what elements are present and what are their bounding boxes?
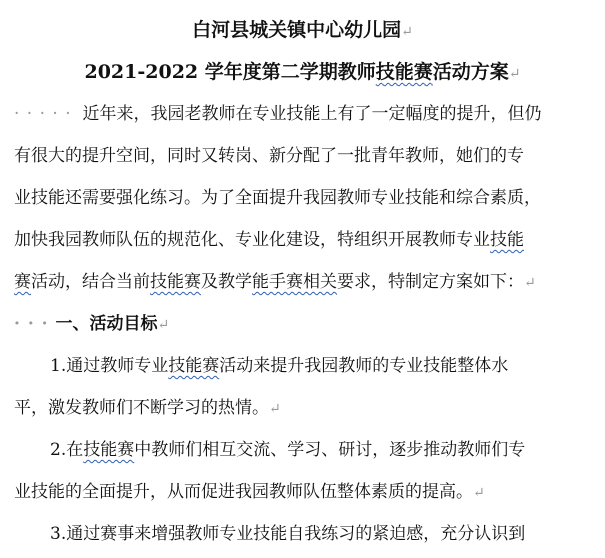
paragraph-mark: ↵ [401, 24, 413, 40]
document-title: 白河县城关镇中心幼儿园↵ [192, 19, 413, 41]
paragraph-mark: ↵ [524, 275, 536, 291]
paragraph-mark: ↵ [508, 66, 521, 82]
goal-item-1: 1.通过教师专业技能赛活动来提升我园教师的专业技能整体水 [50, 356, 509, 376]
intro-line-4: 加快我园教师队伍的规范化、专业化建设，特组织开展教师专业技能 [14, 230, 524, 250]
spellcheck-underline: 技能赛 [168, 356, 220, 376]
spellcheck-underline: 技能赛 [150, 272, 201, 292]
goal-item-1-cont: 平，激发教师们不断学习的热情。↵ [14, 398, 281, 418]
spellcheck-underline: 技能 [490, 230, 524, 250]
indent-dots: · · · · · [14, 104, 72, 124]
paragraph-mark: ↵ [157, 317, 170, 333]
goal-item-3: 3.通过赛事来增强教师专业技能自我练习的紧迫感，充分认识到 [50, 524, 526, 544]
spellcheck-underline: 能手赛相关 [252, 272, 337, 292]
intro-line-3: 业技能还需要强化练习。为了全面提升我园教师专业技能和综合素质， [14, 188, 541, 208]
spellcheck-underline: 技能赛 [375, 61, 433, 83]
intro-line-1: · · · · · 近年来，我园老教师在专业技能上有了一定幅度的提升，但仍 [14, 104, 542, 124]
spellcheck-underline: 技能赛 [83, 440, 135, 460]
spellcheck-underline: 赛 [14, 272, 31, 292]
goal-item-2: 2.在技能赛中教师们相互交流、学习、研讨，逐步推动教师们专 [50, 440, 526, 460]
goal-item-2-cont: 业技能的全面提升，从而促进我园教师队伍整体素质的提高。↵ [14, 482, 485, 502]
intro-line-5: 赛活动，结合当前技能赛及教学能手赛相关要求，特制定方案如下：↵ [14, 272, 536, 292]
indent-dots: · · · [14, 314, 56, 334]
section-heading-goals: · · · 一、活动目标↵ [14, 314, 170, 334]
intro-line-2: 有很大的提升空间，同时又转岗、新分配了一批青年教师，她们的专 [14, 146, 524, 166]
document-subtitle: 2021-2022 学年度第二学期教师技能赛活动方案↵ [84, 61, 521, 83]
paragraph-mark: ↵ [269, 401, 281, 417]
paragraph-mark: ↵ [473, 485, 485, 501]
